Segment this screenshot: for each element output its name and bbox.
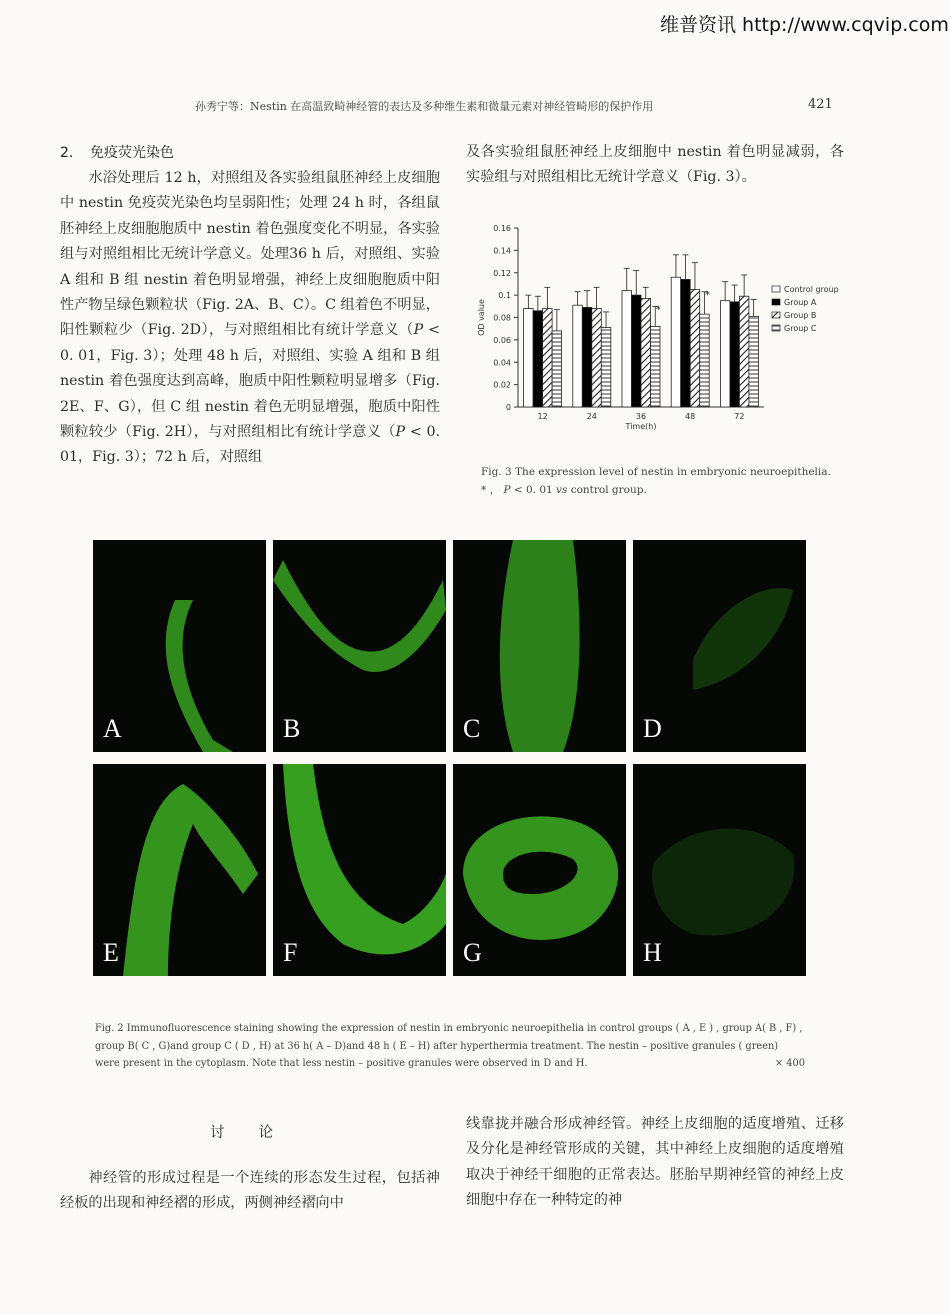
magnification: × 400: [774, 1058, 805, 1069]
legend-label: Group B: [784, 311, 817, 320]
legend-label: Control group: [784, 285, 839, 294]
bar: [601, 328, 611, 407]
bar: [700, 314, 710, 407]
section-number: 2.: [60, 145, 74, 161]
fig3-caption-title: Fig. 3 The expression level of nestin in embryonic neuroepithelia.: [481, 466, 831, 478]
micrograph-panel: [453, 764, 626, 976]
x-tick-label: 72: [734, 412, 745, 421]
legend-swatch: [772, 312, 780, 318]
fig3-caption-note: [481, 481, 861, 499]
bar: [552, 331, 562, 407]
neuroepithelium-tissue: [166, 600, 233, 752]
discussion-right: [466, 1112, 844, 1214]
fig2-micrographs: [93, 540, 809, 980]
significance-mark: *: [655, 304, 661, 316]
y-tick-label: 0.02: [493, 380, 511, 390]
bar: [543, 309, 553, 407]
micrograph-image: [273, 764, 446, 976]
bar: [632, 295, 642, 407]
significance-mark: *: [704, 289, 710, 301]
bar: [720, 301, 730, 407]
bar: [524, 309, 534, 407]
results-continuation: 及各实验组鼠胚神经上皮细胞中 nestin 着色明显减弱，各实验组与对照组相比无统计学意义（Fig. 3）。: [466, 144, 844, 186]
neuroepithelium-tissue: [123, 784, 258, 976]
neuroepithelium-tissue: [500, 540, 580, 752]
legend-label: Group A: [784, 298, 817, 307]
neuroepithelium-tissue: [273, 560, 446, 672]
vs-text: vs: [556, 484, 568, 496]
discussion-heading: 讨论: [210, 1125, 307, 1141]
legend-swatch: [772, 299, 780, 305]
neuroepithelium-tissue: [283, 764, 446, 954]
section-heading: [60, 142, 174, 162]
x-axis-label: Time(h): [625, 422, 657, 431]
discussion-paragraph: 神经管的形成过程是一个连续的形态发生过程，包括神经板的出现和神经褶的形成，两侧神经褶向中: [60, 1170, 440, 1212]
panel-label: H: [643, 938, 662, 967]
page-number: 421: [808, 97, 833, 112]
discussion-continuation: 线靠拢并融合形成神经管。神经上皮细胞的适度增殖、迁移及分化是神经管形成的关键，其中神经上皮细胞的适度增殖取决于神经干细胞的正常表达。胚胎早期神经管的神经上皮细胞中存在一种特定的神: [466, 1116, 844, 1209]
bar: [690, 290, 700, 407]
y-tick-label: 0.14: [493, 246, 511, 256]
results-text-a: 水浴处理后 12 h，对照组及各实验组鼠胚神经上皮细胞中 nestin 免疫荧光染色均呈弱阳性；处理 24 h 时，各组鼠胚神经上皮细胞胞质中 nestin 着色强度变化不明显，各实验组与对照组相比无统计学意义。处理36 h 后，对照组、实验 A 组和 B 组 nestin 着色明显增强，神经上皮细胞胞质中阳性产物呈绿色颗粒状（Fig. 2A、B、C）。C 组着色不明显，阳性颗粒少（Fig. 2D），与对照组相比有统计学意义（: [60, 170, 440, 339]
micrograph-panel: [93, 764, 266, 976]
panel-label: D: [643, 714, 662, 743]
bar: [592, 309, 602, 407]
panel-label: B: [283, 714, 301, 743]
y-axis-label: OD value: [477, 299, 486, 336]
legend-swatch: [772, 286, 780, 292]
caption-note-mid: < 0. 01: [510, 484, 557, 496]
fig2-caption: [95, 1020, 805, 1073]
bar: [582, 307, 592, 407]
results-text-b: < 0. 01，Fig. 3）；处理 48 h 后，对照组、实验 A 组和 B 组 nestin 着色强度达到高峰，胞质中阳性颗粒明显增多（Fig. 2E、F、G），但 C 组 nestin 着色无明显增强，胞质中阳性颗粒较少（Fig. 2H），与对照组相比有统计学意义（: [60, 322, 440, 441]
y-tick-label: 0.12: [493, 268, 511, 278]
bar: [749, 316, 759, 407]
discussion-left: [60, 1166, 440, 1217]
neuroepithelium-tissue: [463, 816, 618, 940]
panel-label: G: [463, 938, 482, 967]
bar: [681, 279, 691, 407]
x-tick-label: 48: [685, 412, 696, 421]
p-symbol: P: [395, 424, 406, 441]
neuroepithelium-tissue: [652, 829, 794, 936]
micrograph-panel: [453, 540, 626, 752]
y-tick-label: 0.06: [493, 335, 511, 345]
watermark: 维普资讯 http://www.cqvip.com: [660, 14, 949, 36]
fig3-chart: [466, 220, 866, 440]
x-tick-label: 36: [635, 412, 647, 421]
y-tick-label: 0.08: [493, 313, 511, 323]
y-tick-label: 0.1: [498, 291, 511, 301]
micrograph-panel: [93, 540, 266, 752]
micrograph-panel: [633, 540, 806, 752]
y-tick-label: 0.04: [493, 358, 511, 368]
x-tick-label: 24: [586, 412, 597, 421]
micrograph-panel: [273, 764, 446, 976]
legend-label: Group C: [784, 324, 817, 333]
left-column: [60, 166, 440, 471]
panel-label: A: [103, 714, 122, 743]
micrograph-panel: [273, 540, 446, 752]
p-symbol: P: [413, 322, 424, 339]
bar: [739, 296, 749, 407]
fig3-caption: [481, 463, 861, 499]
running-title: 孙秀宁等：Nestin 在高温致畸神经管的表达及多种维生素和微量元素对神经管畸形的保护作用: [195, 100, 654, 113]
bar: [641, 298, 651, 407]
section-title: 免疫荧光染色: [90, 145, 174, 161]
panel-label: E: [103, 938, 119, 967]
bar: [533, 311, 543, 407]
bar: [671, 277, 681, 407]
y-tick-label: 0.16: [493, 224, 511, 233]
micrograph-image: [93, 764, 266, 976]
bar: [622, 291, 632, 407]
x-tick-label: 12: [537, 412, 548, 421]
right-column: [466, 140, 844, 191]
y-tick-label: 0: [505, 403, 511, 412]
bar-chart: [466, 220, 866, 440]
neuroepithelium-tissue: [693, 588, 793, 690]
caption-note-prefix: * ，: [481, 484, 504, 496]
micrograph-panel: [633, 764, 806, 976]
fig2-caption-text: Fig. 2 Immunofluorescence staining showing the expression of nestin in embryonic neuroepithelia in control groups ( A , E ) , group A( B , F) , group B( C , G)and group C ( D , H) at 36 h( A – D)and 48 h ( E – H) after hyperthermia treatment. The nestin – positive granules ( green) were present in the cytoplasm. Note that less nestin – positive granules were observed in D and H.: [95, 1023, 803, 1069]
legend-swatch: [772, 325, 780, 331]
bar: [730, 302, 740, 407]
bar: [573, 305, 583, 407]
p-symbol: P: [503, 484, 511, 496]
panel-label: C: [463, 714, 481, 743]
bar: [651, 326, 661, 407]
results-text-c: < 0. 01，Fig. 3）；72 h 后，对照组: [60, 424, 440, 466]
results-paragraph: [60, 166, 440, 471]
caption-note-end: control group.: [567, 484, 647, 496]
panel-label: F: [283, 938, 298, 967]
